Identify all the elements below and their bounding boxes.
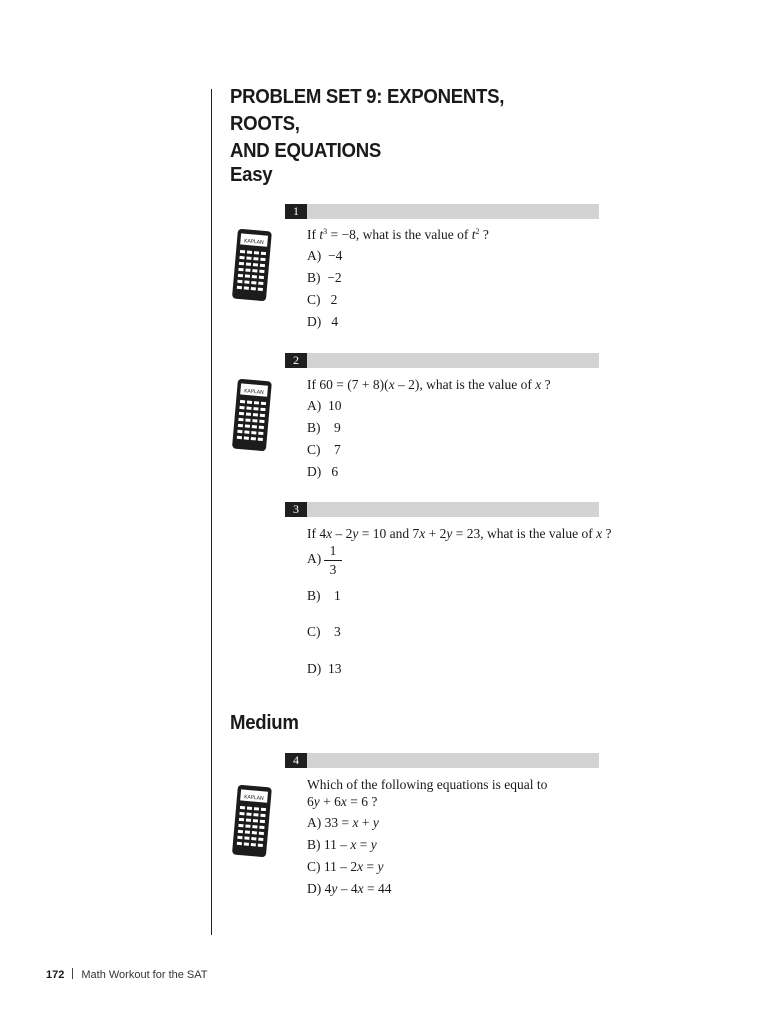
calculator-label: KAPLAN bbox=[243, 794, 264, 802]
page-number: 172 bbox=[46, 969, 65, 981]
fraction-bar bbox=[324, 560, 342, 561]
calculator-icon bbox=[228, 782, 276, 858]
question-stem bbox=[307, 776, 547, 810]
page-footer bbox=[46, 968, 208, 981]
question-stem: If 4x – 2y = 10 and 7x + 2y = 23, what is the value of x ? bbox=[307, 526, 612, 541]
answer-choice-a[interactable]: A) 10 bbox=[307, 398, 342, 413]
question-stem-line-1: Which of the following equations is equal to bbox=[307, 777, 548, 792]
answer-choice-c[interactable]: C) 11 – 2x = y bbox=[307, 859, 384, 874]
question-number: 4 bbox=[285, 753, 307, 768]
question-bar bbox=[285, 502, 599, 517]
question-stem-line-2: 6y + 6x = 6 ? bbox=[307, 794, 378, 809]
section-heading-medium: Medium bbox=[230, 712, 299, 734]
section-heading-easy: Easy bbox=[230, 164, 273, 186]
question-number: 1 bbox=[285, 204, 307, 219]
fraction-one-third bbox=[322, 543, 344, 578]
answer-choice-d[interactable]: D) 13 bbox=[307, 661, 342, 676]
question-bar bbox=[285, 204, 599, 219]
answer-choice-d[interactable]: D) 6 bbox=[307, 464, 339, 479]
calculator-icon bbox=[228, 226, 276, 302]
answer-choice-b[interactable]: B) 11 – x = y bbox=[307, 837, 377, 852]
question-stem: If 60 = (7 + 8)(x – 2), what is the value of x ? bbox=[307, 377, 551, 392]
answer-choice-b[interactable]: B) 1 bbox=[307, 588, 341, 603]
answer-choice-b[interactable]: B) 9 bbox=[307, 420, 341, 435]
answer-choice-a[interactable]: A) bbox=[307, 551, 322, 566]
calculator-label: KAPLAN bbox=[243, 388, 264, 396]
answer-choice-d[interactable]: D) 4 bbox=[307, 314, 339, 329]
question-stem: If $t^3 = -8$, what is the value of $t^2$ ? bbox=[307, 227, 489, 242]
answer-choice-c[interactable]: C) 7 bbox=[307, 442, 341, 457]
footer-divider bbox=[72, 968, 73, 979]
question-number: 3 bbox=[285, 502, 307, 517]
answer-choice-c[interactable]: C) 2 bbox=[307, 292, 338, 307]
calculator-label: KAPLAN bbox=[243, 238, 264, 246]
title-line-2: AND EQUATIONS bbox=[230, 140, 382, 162]
question-bar bbox=[285, 753, 599, 768]
title-line-1: PROBLEM SET 9: EXPONENTS, ROOTS, bbox=[230, 86, 505, 135]
calculator-icon bbox=[228, 376, 276, 452]
margin-rule bbox=[211, 89, 212, 935]
page-title bbox=[230, 84, 565, 165]
answer-choice-a[interactable]: A) −4 bbox=[307, 248, 343, 263]
answer-choice-a[interactable]: A) 33 = x + y bbox=[307, 815, 379, 830]
answer-choice-d[interactable]: D) 4y – 4x = 44 bbox=[307, 881, 392, 896]
question-number: 2 bbox=[285, 353, 307, 368]
book-title: Math Workout for the SAT bbox=[81, 969, 208, 981]
fraction-denominator: 3 bbox=[329, 562, 337, 577]
question-bar bbox=[285, 353, 599, 368]
answer-choice-b[interactable]: B) −2 bbox=[307, 270, 342, 285]
answer-choice-c[interactable]: C) 3 bbox=[307, 624, 341, 639]
fraction-numerator: 1 bbox=[329, 543, 337, 558]
